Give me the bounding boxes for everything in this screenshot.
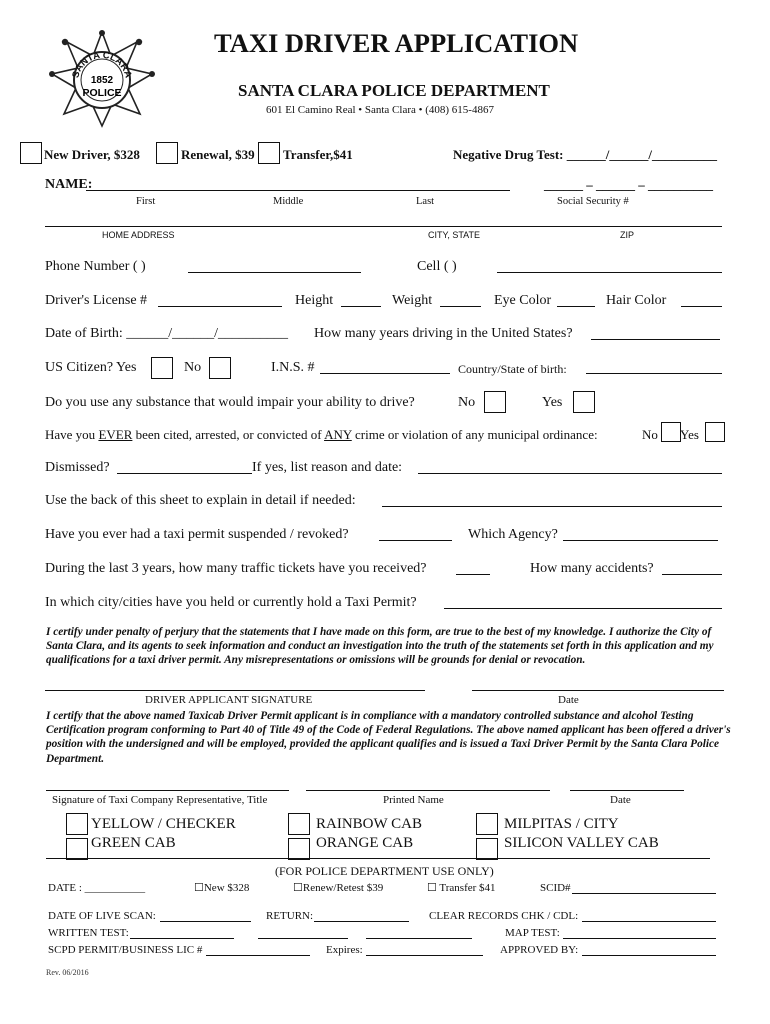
reason-line[interactable]	[418, 473, 722, 474]
transfer-checkbox[interactable]	[258, 142, 280, 164]
suspended-line[interactable]	[379, 540, 452, 541]
police-section-divider	[46, 858, 710, 859]
accidents-line[interactable]	[662, 574, 722, 575]
cited-no-label: No	[642, 427, 658, 442]
ins-label: I.N.S. #	[271, 360, 315, 375]
written-test-line-3[interactable]	[366, 938, 472, 939]
name-label: NAME:	[45, 177, 93, 192]
explain-label: Use the back of this sheet to explain in detail if needed:	[45, 493, 356, 508]
middle-name-caption: Middle	[273, 196, 304, 207]
badge-year: 1852	[90, 75, 114, 86]
license-line[interactable]	[158, 306, 282, 307]
country-of-birth-line[interactable]	[586, 373, 722, 374]
cell-line[interactable]	[497, 272, 722, 273]
substance-yes-label: Yes	[542, 395, 563, 410]
milpitas-city-checkbox[interactable]	[476, 813, 498, 835]
city-state-caption: CITY, STATE	[428, 230, 481, 240]
scpd-permit-label: SCPD PERMIT/BUSINESS LIC #	[48, 944, 203, 956]
applicant-date-caption: Date	[558, 694, 579, 706]
height-line[interactable]	[341, 306, 381, 307]
tickets-line[interactable]	[456, 574, 490, 575]
cities-line[interactable]	[444, 608, 722, 609]
home-address-line[interactable]	[45, 226, 722, 227]
department-address: 601 El Camino Real • Santa Clara • (408) 615-4867	[266, 104, 494, 116]
us-citizen-no-checkbox[interactable]	[209, 357, 231, 379]
eye-color-label: Eye Color	[494, 293, 552, 308]
cited-yes-label: Yes	[680, 427, 699, 442]
home-address-caption: HOME ADDRESS	[102, 230, 175, 240]
scid-line[interactable]	[572, 893, 716, 894]
clear-records-line[interactable]	[582, 921, 716, 922]
representative-signature-caption: Signature of Taxi Company Representative, Title	[52, 794, 268, 806]
hair-color-label: Hair Color	[606, 293, 667, 308]
first-name-caption: First	[136, 196, 156, 207]
rainbow-cab-checkbox[interactable]	[288, 813, 310, 835]
written-test-line-2[interactable]	[258, 938, 348, 939]
suspended-question: Have you ever had a taxi permit suspended / revoked?	[45, 527, 349, 542]
printed-name-line[interactable]	[306, 790, 550, 791]
live-scan-label: DATE OF LIVE SCAN:	[48, 910, 156, 922]
rainbow-cab-label: RAINBOW CAB	[316, 816, 422, 832]
cited-yes-checkbox[interactable]	[705, 422, 725, 442]
dismissed-line[interactable]	[117, 473, 252, 474]
substance-question: Do you use any substance that would impair your ability to drive?	[45, 395, 415, 410]
representative-date-caption: Date	[610, 794, 631, 806]
transfer-label: Transfer,$41	[283, 147, 353, 162]
date-of-birth-field[interactable]: Date of Birth: ______/______/__________	[45, 326, 289, 341]
years-driving-line[interactable]	[591, 339, 720, 340]
scid-label: SCID#	[540, 882, 571, 894]
agency-line[interactable]	[563, 540, 718, 541]
substance-no-label: No	[458, 395, 476, 410]
police-renew-option[interactable]: ☐Renew/Retest $39	[293, 882, 384, 894]
new-driver-label: New Driver, $328	[44, 147, 140, 162]
approved-by-label: APPROVED BY:	[500, 944, 579, 956]
name-line[interactable]	[86, 190, 510, 191]
zip-caption: ZIP	[620, 230, 635, 240]
dismissed-label: Dismissed?	[45, 460, 110, 475]
new-driver-checkbox[interactable]	[20, 142, 42, 164]
perjury-certification: I certify under penalty of perjury that the statements that I have made on this form, are true to the best of my knowledge. I authorize the City of Santa Clara, and its agents to seek information and conduct an investigation into the truth of the statements set forth in this application and my qualifications for a taxi driver permit. Any misrepresentations or omissions will be grounds for denial or revocation.	[46, 626, 714, 667]
police-badge-logo	[48, 30, 156, 128]
ins-line[interactable]	[320, 373, 450, 374]
orange-cab-checkbox[interactable]	[288, 838, 310, 860]
live-scan-line[interactable]	[160, 921, 251, 922]
ssn-field[interactable]: ______ – ______ – __________	[544, 177, 713, 192]
ssn-caption: Social Security #	[557, 196, 629, 207]
badge-bottom-text: POLICE	[82, 87, 122, 99]
agency-label: Which Agency?	[468, 527, 558, 542]
cities-question: In which city/cities have you held or currently hold a Taxi Permit?	[45, 595, 417, 610]
written-test-line[interactable]	[130, 938, 234, 939]
testing-certification: I certify that the above named Taxicab Driver Permit applicant is in compliance with a mandatory controlled substance and alcohol Testing Certification program conforming to Part 40 of Title 49 of the Code of Federal Regulations. The above named applicant has been offered a driver's position with the undersigned and will be employed, provided the applicant qualifies and is issued a Taxi Driver Permit by the Santa Clara Police Department.	[46, 710, 731, 765]
badge-top-text: SANTA CLARA	[70, 49, 134, 80]
representative-date-line[interactable]	[570, 790, 684, 791]
us-citizen-no-label: No	[184, 360, 202, 375]
accidents-label: How many accidents?	[530, 561, 654, 576]
height-label: Height	[295, 293, 334, 308]
silicon-valley-cab-label: SILICON VALLEY CAB	[504, 835, 659, 851]
eye-color-line[interactable]	[557, 306, 595, 307]
form-title: TAXI DRIVER APPLICATION	[214, 28, 579, 58]
substance-no-checkbox[interactable]	[484, 391, 506, 413]
yellow-checker-label: YELLOW / CHECKER	[91, 816, 236, 832]
renewal-label: Renewal, $39	[181, 147, 255, 162]
cited-no-checkbox[interactable]	[661, 422, 681, 442]
years-driving-label: How many years driving in the United States?	[314, 326, 573, 341]
orange-cab-label: ORANGE CAB	[316, 835, 414, 851]
scpd-permit-line[interactable]	[206, 955, 310, 956]
police-date-field[interactable]: DATE : ___________	[48, 882, 146, 894]
applicant-signature-line[interactable]	[45, 690, 425, 691]
return-label: RETURN:	[266, 910, 314, 922]
negative-drug-test-field[interactable]: Negative Drug Test: ______/______/__________	[453, 147, 717, 162]
expires-line[interactable]	[366, 955, 483, 956]
reason-label: If yes, list reason and date:	[252, 460, 403, 475]
map-test-label: MAP TEST:	[505, 927, 560, 939]
map-test-line[interactable]	[563, 938, 716, 939]
clear-records-label: CLEAR RECORDS CHK / CDL:	[429, 910, 579, 922]
hair-color-line[interactable]	[681, 306, 722, 307]
approved-by-line[interactable]	[582, 955, 716, 956]
yellow-checker-checkbox[interactable]	[66, 813, 88, 835]
applicant-signature-caption: DRIVER APPLICANT SIGNATURE	[145, 694, 313, 706]
representative-signature-line[interactable]	[46, 790, 289, 791]
weight-line[interactable]	[440, 306, 481, 307]
milpitas-city-label: MILPITAS / CITY	[504, 816, 619, 832]
license-label: Driver's License #	[45, 293, 148, 308]
police-transfer-option[interactable]: ☐ Transfer $41	[427, 882, 496, 894]
tickets-question: During the last 3 years, how many traffic tickets have you received?	[45, 561, 427, 576]
us-citizen-yes-checkbox[interactable]	[151, 357, 173, 379]
cited-question: Have you EVER been cited, arrested, or convicted of ANY crime or violation of any municipal ordinance:	[45, 427, 598, 442]
applicant-date-line[interactable]	[472, 690, 724, 691]
police-use-header: (FOR POLICE DEPARTMENT USE ONLY)	[275, 864, 494, 878]
weight-label: Weight	[392, 293, 433, 308]
country-of-birth-label: Country/State of birth:	[458, 362, 567, 376]
us-citizen-yes-label: US Citizen? Yes	[45, 360, 137, 375]
department-name: SANTA CLARA POLICE DEPARTMENT	[238, 81, 550, 100]
cell-label: Cell ( )	[417, 259, 457, 274]
silicon-valley-cab-checkbox[interactable]	[476, 838, 498, 860]
explain-line[interactable]	[382, 506, 722, 507]
last-name-caption: Last	[416, 196, 435, 207]
expires-label: Expires:	[326, 944, 363, 956]
green-cab-label: GREEN CAB	[91, 835, 176, 851]
written-test-label: WRITTEN TEST:	[48, 927, 129, 939]
substance-yes-checkbox[interactable]	[573, 391, 595, 413]
revision-date: Rev. 06/2016	[46, 968, 89, 977]
phone-label: Phone Number ( )	[45, 259, 146, 274]
return-line[interactable]	[314, 921, 409, 922]
printed-name-caption: Printed Name	[383, 794, 444, 806]
green-cab-checkbox[interactable]	[66, 838, 88, 860]
phone-line[interactable]	[188, 272, 361, 273]
police-new-option[interactable]: ☐New $328	[194, 882, 250, 894]
renewal-checkbox[interactable]	[156, 142, 178, 164]
